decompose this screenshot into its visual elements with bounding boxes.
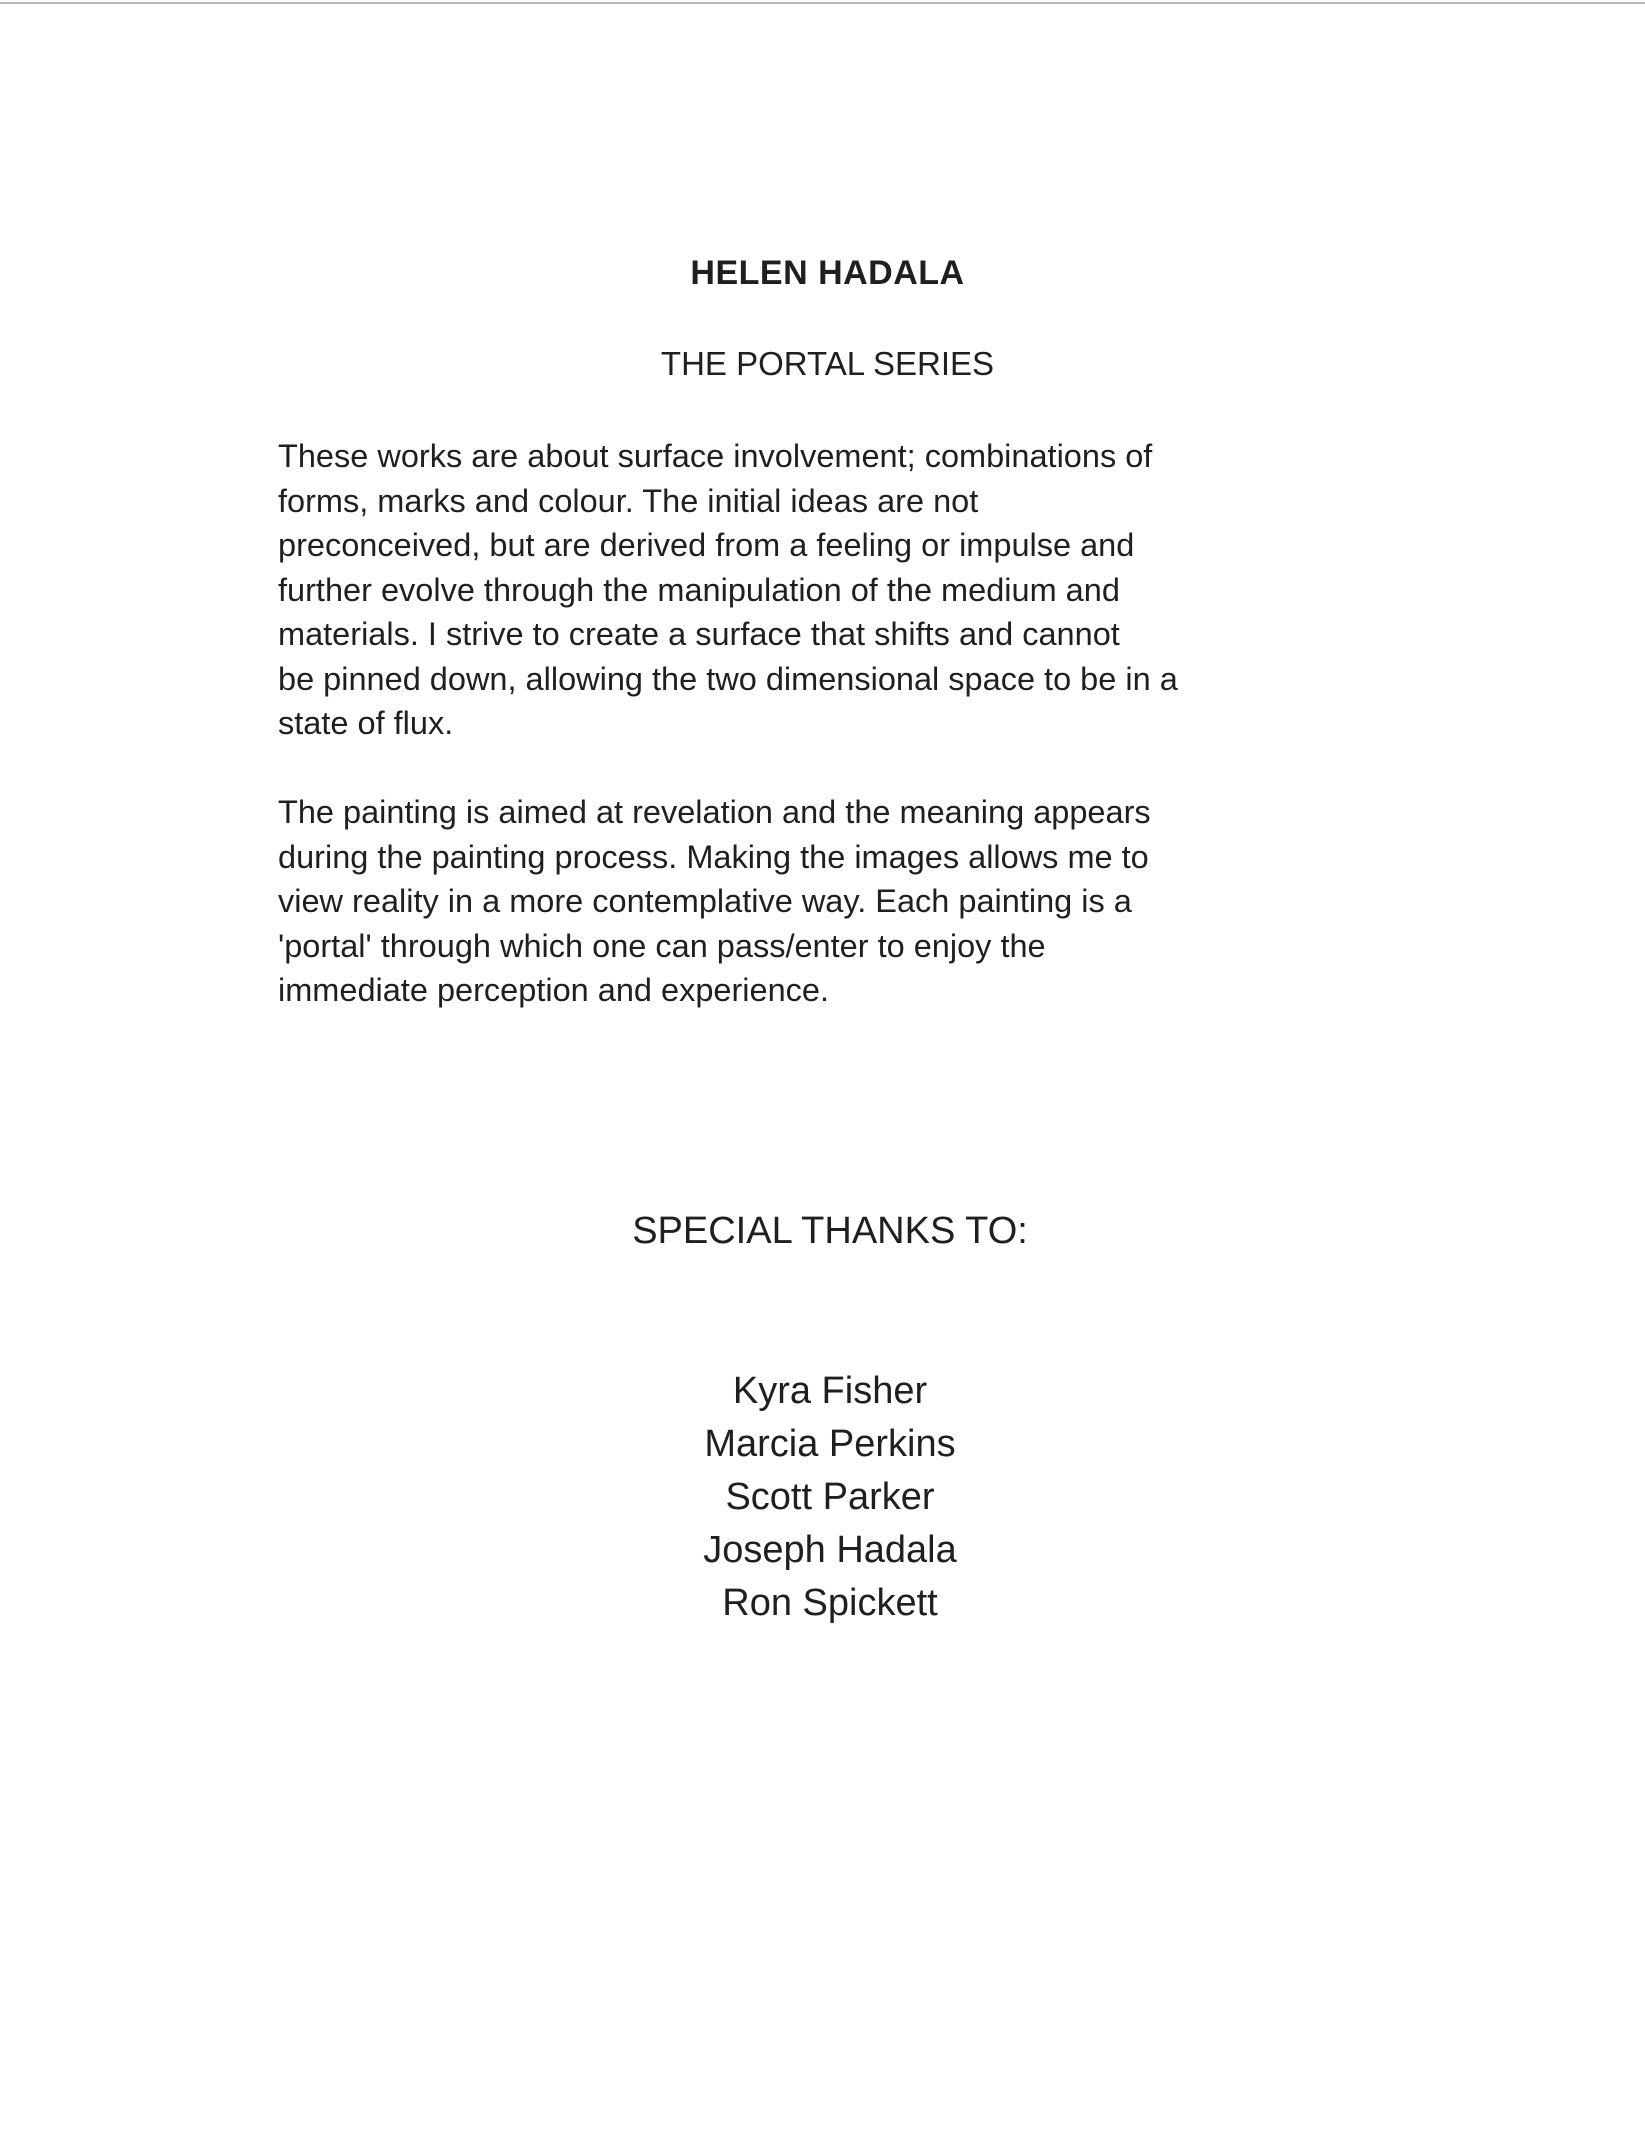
- paragraph-line: view reality in a more contemplative way. Each painting is a: [278, 883, 1132, 919]
- paragraph-line: materials. I strive to create a surface that shifts and cannot: [278, 616, 1120, 652]
- paragraph-line: The painting is aimed at revelation and the meaning appears: [278, 794, 1151, 830]
- thanks-name: Marcia Perkins: [704, 1423, 956, 1465]
- artist-name-title: HELEN HADALA: [690, 254, 965, 292]
- paragraph-line: These works are about surface involvement; combinations of: [278, 438, 1153, 474]
- thanks-name: Kyra Fisher: [732, 1370, 928, 1412]
- paragraph-line: forms, marks and colour. The initial ideas are not: [278, 482, 979, 519]
- paragraph-line: further evolve through the manipulation of the medium and: [278, 571, 1120, 608]
- thanks-name: Ron Spickett: [722, 1582, 938, 1624]
- thanks-names-list: [0, 1365, 1645, 1630]
- thanks-name: Scott Parker: [725, 1476, 935, 1518]
- paragraph-line: during the painting process. Making the images allows me to: [278, 838, 1149, 875]
- paragraph-line: be pinned down, allowing the two dimensional space to be in a: [278, 660, 1178, 697]
- thanks-name: Joseph Hadala: [703, 1529, 957, 1571]
- artist-statement-paragraph-1: [278, 434, 1278, 746]
- paragraph-line: immediate perception and experience.: [278, 972, 830, 1008]
- series-subtitle: THE PORTAL SERIES: [660, 345, 995, 382]
- artist-statement-paragraph-2: [278, 790, 1278, 1013]
- paragraph-line: 'portal' through which one can pass/enter to enjoy the: [278, 927, 1046, 964]
- paragraph-line: state of flux.: [278, 705, 454, 741]
- paragraph-line: preconceived, but are derived from a feeling or impulse and: [278, 527, 1135, 563]
- special-thanks-heading: SPECIAL THANKS TO:: [632, 1210, 1028, 1252]
